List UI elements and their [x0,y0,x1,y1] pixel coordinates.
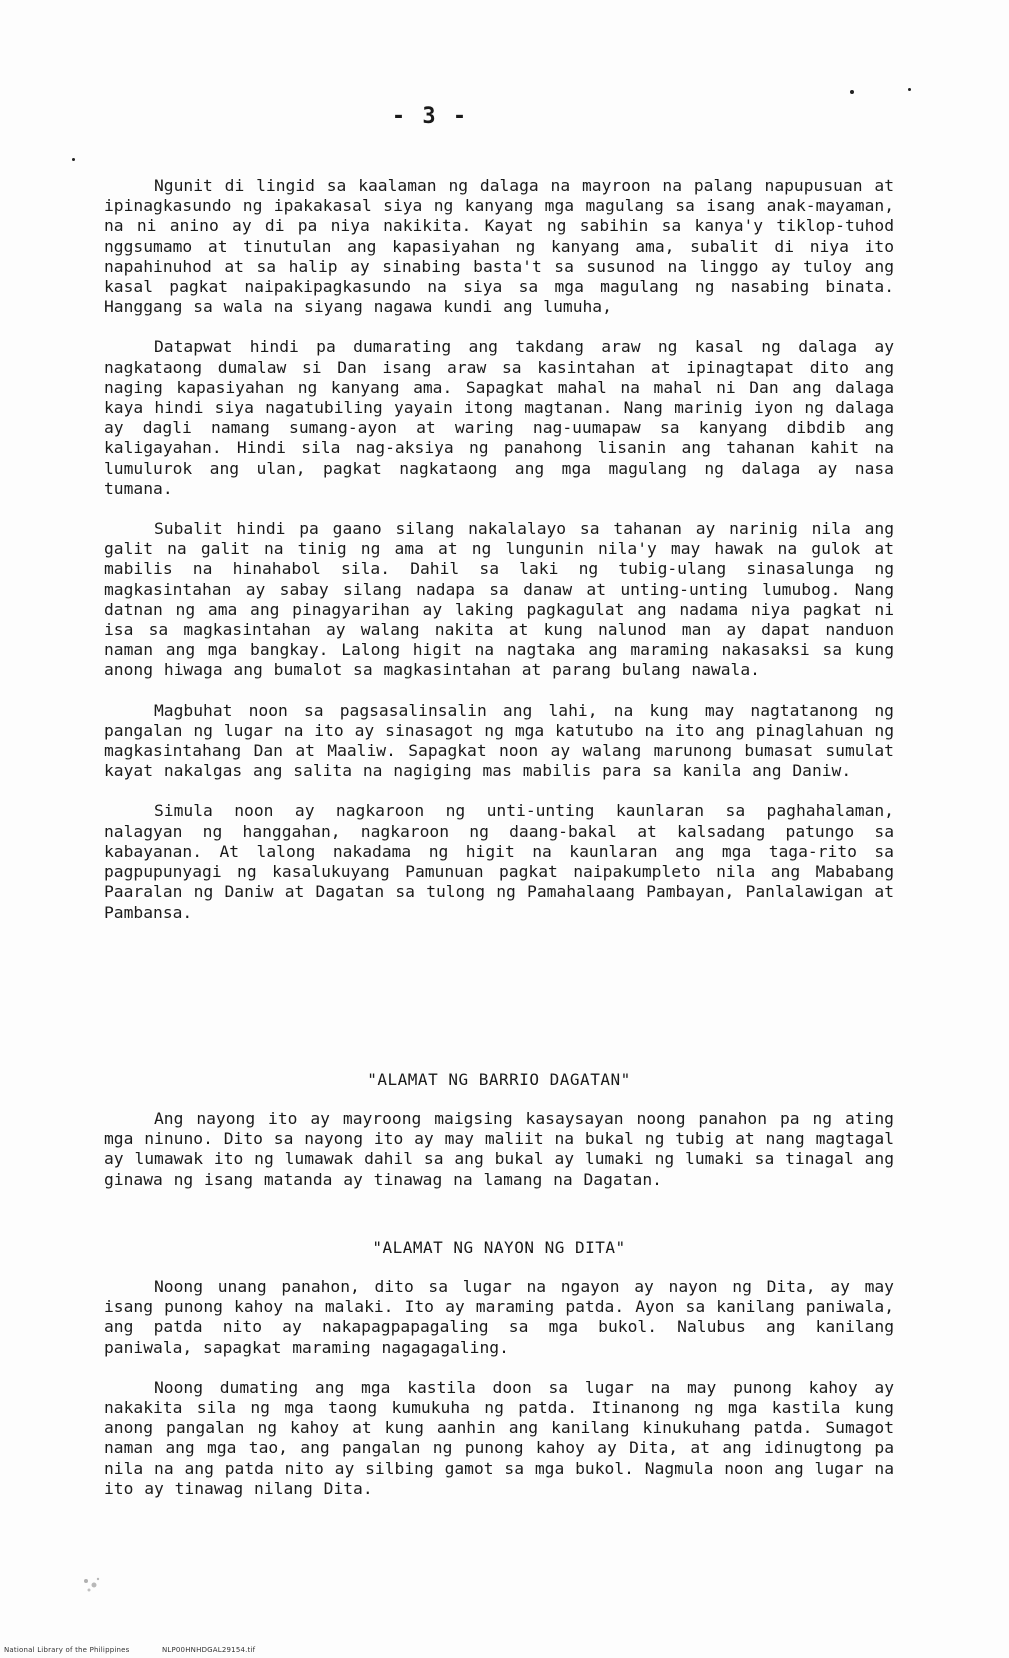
scan-smudge [80,1575,104,1595]
paragraph: Magbuhat noon sa pagsasalinsalin ang lahi, na kung may nagtatanong ng pangalan ng lugar na ito ay sinasagot ng mga katutubo na ito ang pinaglahuan ng magkasintahang Dan at Maaliw. Sapagkat noon ay walang marunong bumasat sumulat kayat nakalgas ang salita na nagiging mas mabilis para sa kanila ang Daniw. [104,700,894,781]
section-heading: "ALAMAT NG NAYON NG DITA" [372,1238,626,1257]
legend-dagatan-section [104,1070,894,1210]
section-heading: "ALAMAT NG BARRIO DAGATAN" [367,1070,631,1089]
paragraph: Subalit hindi pa gaano silang nakalalayo sa tahanan ay narinig nila ang galit na galit na tinig ng ama at ng lungunin nila'y may hawak na gulok at mabilis na hinahabol sila. Dahil sa laki ng tubig-ulang sinasalunga ng magkasintahan ay sabay silang nadapa sa danaw at unting-unting lumubog. Nang datnan ng ama ang pinagyarihan ay laking pagkagulat ang nadama niya pagkat ni isa sa magkasintahan ay walang nakita at kung nalunod man ay dapat nanduon naman ang mga bangkay. Lalong higit na nagtaka ang maraming nakasaksi sa kung anong hiwaga ang bumalot sa magkasintahan at parang bulang nawala. [104,519,894,680]
scan-speck [72,158,75,161]
paragraph: Noong unang panahon, dito sa lugar na ngayon ay nayon ng Dita, ay may isang punong kahoy na malaki. Ito ay maraming patda. Ayon sa kanilang paniwala, ang patda nito ay nakapagpapagaling sa mga bukol. Nalubus ang kanilang paniwala, sapagkat maraming nagagagaling. [104,1277,894,1357]
paragraph: Noong dumating ang mga kastila doon sa lugar na may punong kahoy ay nakakita sila ng mga taong kumukuha ng patda. Itinanong ng mga kastila kung anong pangalan ng kahoy at kung aanhin ang kanilang kinukuhang patda. Sumagot naman ang mga tao, ang pangalan ng punong kahoy ay Dita, at ang idinugtong pa nila na ang patda nito ay silbing gamot sa mga bukol. Nagmula noon ang lugar na ito ay tinawag nilang Dita. [104,1377,894,1498]
legend-daniw-section [104,176,894,943]
scan-speck [908,88,911,91]
paragraph: Simula noon ay nagkaroon ng unti-unting kaunlaran sa paghahalaman, nalagyan ng hanggahan, nagkaroon ng daang-bakal at kalsadang patungo sa kabayanan. At lalong nakadama ng higit na kaunlaran ang mga taga-rito sa pagpupunyagi ng kasalukuyang Pamunuan pagkat naipakumpleto nila ang Mababang Paaralan ng Daniw at Dagatan sa tulong ng Pamahalaang Pambayan, Panlalawigan at Pambansa. [104,801,894,922]
paragraph: Datapwat hindi pa dumarating ang takdang araw ng kasal ng dalaga ay nagkataong dumalaw si Dan isang araw sa kasintahan at ipinagtapat dito ang naging kapasiyahan ng kanyang ama. Sapagkat mahal na mahal ni Dan ang dalaga kaya hindi siya nagatubiling yayain itong magtanan. Nang marinig iyon ng dalaga ay dagli namang sumang-ayon at waring nag-uumapaw sa kanyang dibdib ang kaligayahan. Hindi sila nag-aksiya ng panahong lisanin ang tahanan kahit na lumulurok ang ulan, pagkat nagkataong ang mga magulang ng dalaga ay nasa tumana. [104,337,894,498]
page-number: - 3 - [391,104,469,129]
paragraph: Ngunit di lingid sa kaalaman ng dalaga na mayroon na palang napupusuan at ipinagkasundo ng ipakakasal siya ng kanyang mga magulang sa isang anak-mayaman, na ni anino ay di pa niya nakikita. Kayat ng sabihin sa kanya'y tiklop-tuhod nggsumamo at tinutulan ang kapasiyahan ng kanyang ama, subalit di niya ito napahinuhod at sa halip ay sinabing basta't sa susunod na linggo ay tuloy ang kasal pagkat naipakipagkasundo na siya sa mga magulang ng nasabing binata. Hanggang sa wala na siyang nagawa kundi ang lumuha, [104,176,894,317]
scan-footer [4,1646,285,1654]
legend-dita-section [104,1238,894,1519]
paragraph: Ang nayong ito ay mayroong maigsing kasaysayan noong panahon pa ng ating mga ninuno. Dito sa nayong ito ay may maliit na bukal ng tubig at nang magtagal ay lumawak ito ng lumawak dahil sa ang bukal ay lumaki ng lumaki sa tinagal ang ginawa ng isang matanda ay tinawag na lamang na Dagatan. [104,1109,894,1189]
scan-speck [850,90,854,94]
footer-library: National Library of the Philippines [4,1646,130,1654]
footer-file: NLP00HNHDGAL29154.tif [161,1646,256,1654]
